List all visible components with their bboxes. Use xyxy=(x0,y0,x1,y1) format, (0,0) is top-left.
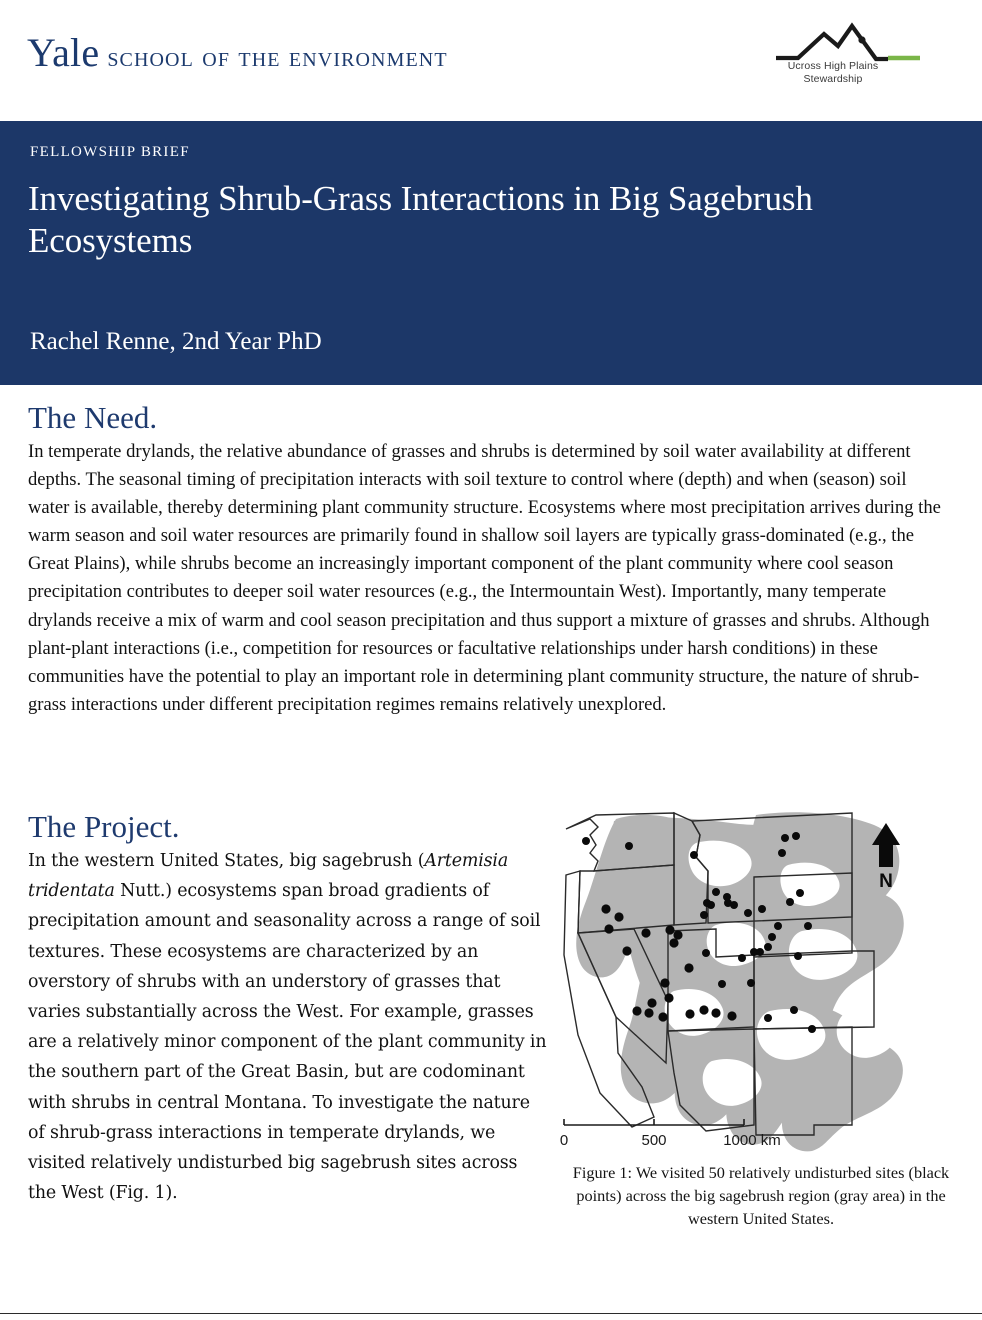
map-western-us xyxy=(556,805,966,1153)
project-body-part2: Nutt.) ecosystems span broad gradients of precipitation amount and seasonality across a range of soil textures. These ecosystems are characterized by an overstory of shrubs with an understory of grasses that varies substantially across the West. For example, grasses are a relatively minor component of the plant community in the southern part of the Great Basin, but are codominant with shrubs in central Montana. To investigate the nature of shrub-grass interactions in temperate drylands, we visited relatively undisturbed big sagebrush sites across the West (Fig. 1). xyxy=(28,881,547,1204)
sagebrush-range-map-icon xyxy=(556,805,966,1153)
section-the-project xyxy=(28,810,548,1208)
section-body-need: In temperate drylands, the relative abundance of grasses and shrubs is determined by soil water availability at different depths. The seasonal timing of precipitation interacts with soil texture to control where (depth) and when (season) soil water is available, thereby determining plant community structure. Ecosystems where most precipitation arrives during the warm season and soil water resources are primarily found in shallow soil layers are typically grass-dominated (e.g., the Great Plains), while shrubs become an increasingly important component of the plant community where cool season precipitation contributes to deeper soil water resources (e.g., the Intermountain West). Importantly, many temperate drylands receive a mix of warm and cool season precipitation and thus support a mixture of grasses and shrubs. Although plant-plant interactions (i.e., competition for resources or facultative relationships under harsh conditions) in these communities have the potential to play an important role in determining plant community structure, the nature of shrub-grass interactions under different precipitation regimes remains relatively unexplored. xyxy=(28,441,941,715)
section-heading-need: The Need. xyxy=(28,400,158,435)
page-header xyxy=(0,0,982,120)
yale-wordmark-primary: Yale xyxy=(27,30,100,75)
partner-logo-text xyxy=(768,60,898,85)
author-byline: Rachel Renne, 2nd Year PhD xyxy=(30,328,322,355)
yale-wordmark xyxy=(27,30,448,75)
section-heading-project: The Project. xyxy=(28,809,180,844)
section-the-need xyxy=(28,401,948,719)
partner-logo-line2: Stewardship xyxy=(803,72,863,85)
document-kicker: FELLOWSHIP BRIEF xyxy=(30,144,190,160)
partner-logo-line1: Ucross High Plains xyxy=(787,60,879,72)
scale-tick-500: 500 xyxy=(641,1132,667,1149)
title-banner xyxy=(0,121,982,385)
scale-tick-0: 0 xyxy=(559,1132,569,1149)
species-name: Artemisia tridentata xyxy=(28,851,509,902)
ucross-partner-logo xyxy=(768,14,968,100)
section-body-project xyxy=(28,846,548,1208)
page-title: Investigating Shrub-Grass Interactions in Big Sagebrush Ecosystems xyxy=(28,179,813,260)
figure-caption: Figure 1: We visited 50 relatively undisturbed sites (black points) across the big sagebrush region (gray area) in the western United States. xyxy=(572,1163,950,1228)
figure-1 xyxy=(556,805,966,1230)
page-bottom-rule xyxy=(0,1313,982,1314)
yale-wordmark-secondary: school of the environment xyxy=(107,41,448,73)
scale-tick-1000: 1000 km xyxy=(723,1132,781,1149)
project-body-part1: In the western United States, big sagebrush ( xyxy=(28,851,425,871)
north-label: N xyxy=(879,871,893,892)
